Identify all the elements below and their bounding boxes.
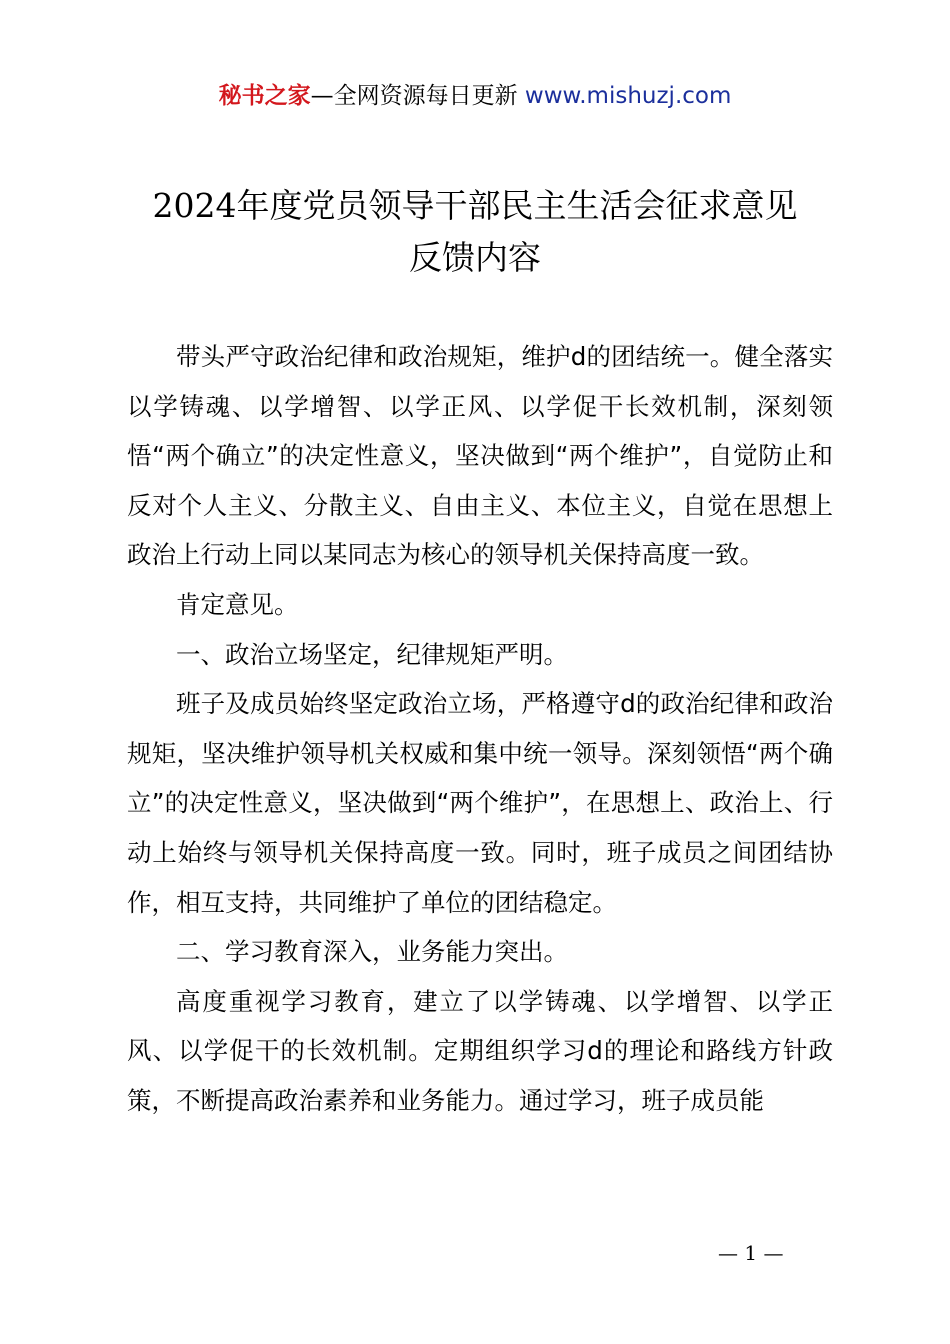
page-number: — 1 — — [718, 1241, 784, 1265]
section-heading-2: 二、学习教育深入，业务能力突出。 — [176, 937, 568, 967]
brand-name: 秘书之家 — [218, 83, 311, 109]
site-header — [0, 78, 950, 114]
title-line-2: 反馈内容 — [409, 238, 541, 277]
document-title — [0, 180, 950, 284]
document-body — [127, 332, 833, 1126]
paragraph-positive-heading: 肯定意见。 — [176, 589, 299, 619]
header-tagline: —全网资源每日更新 — [310, 83, 518, 109]
site-url[interactable]: www.mishuzj.com — [524, 83, 732, 109]
section-heading-1: 一、政治立场坚定，纪律规矩严明。 — [176, 639, 568, 669]
paragraph-intro: 带头严守政治纪律和政治规矩，维护d的团结统一。健全落实以学铸魂、以学增智、以学正风、以学促干长效机制，深刻领悟“两个确立”的决定性意义，坚决做到“两个维护”，自觉防止和反对个人主义、分散主义、自由主义、本位主义，自觉在思想上政治上行动上同以某同志为核心的领导机关保持高度一致。 — [127, 342, 833, 570]
paragraph-section-1: 班子及成员始终坚定政治立场，严格遵守d的政治纪律和政治规矩，坚决维护领导机关权威和集中统一领导。深刻领悟“两个确立”的决定性意义，坚决做到“两个维护”，在思想上、政治上、行动上始终与领导机关保持高度一致。同时，班子成员之间团结协作，相互支持，共同维护了单位的团结稳定。 — [127, 689, 833, 917]
title-line-1: 2024年度党员领导干部民主生活会征求意见 — [152, 186, 798, 225]
paragraph-section-2: 高度重视学习教育，建立了以学铸魂、以学增智、以学正风、以学促干的长效机制。定期组织学习d的理论和路线方针政策，不断提高政治素养和业务能力。通过学习，班子成员能 — [127, 986, 833, 1115]
